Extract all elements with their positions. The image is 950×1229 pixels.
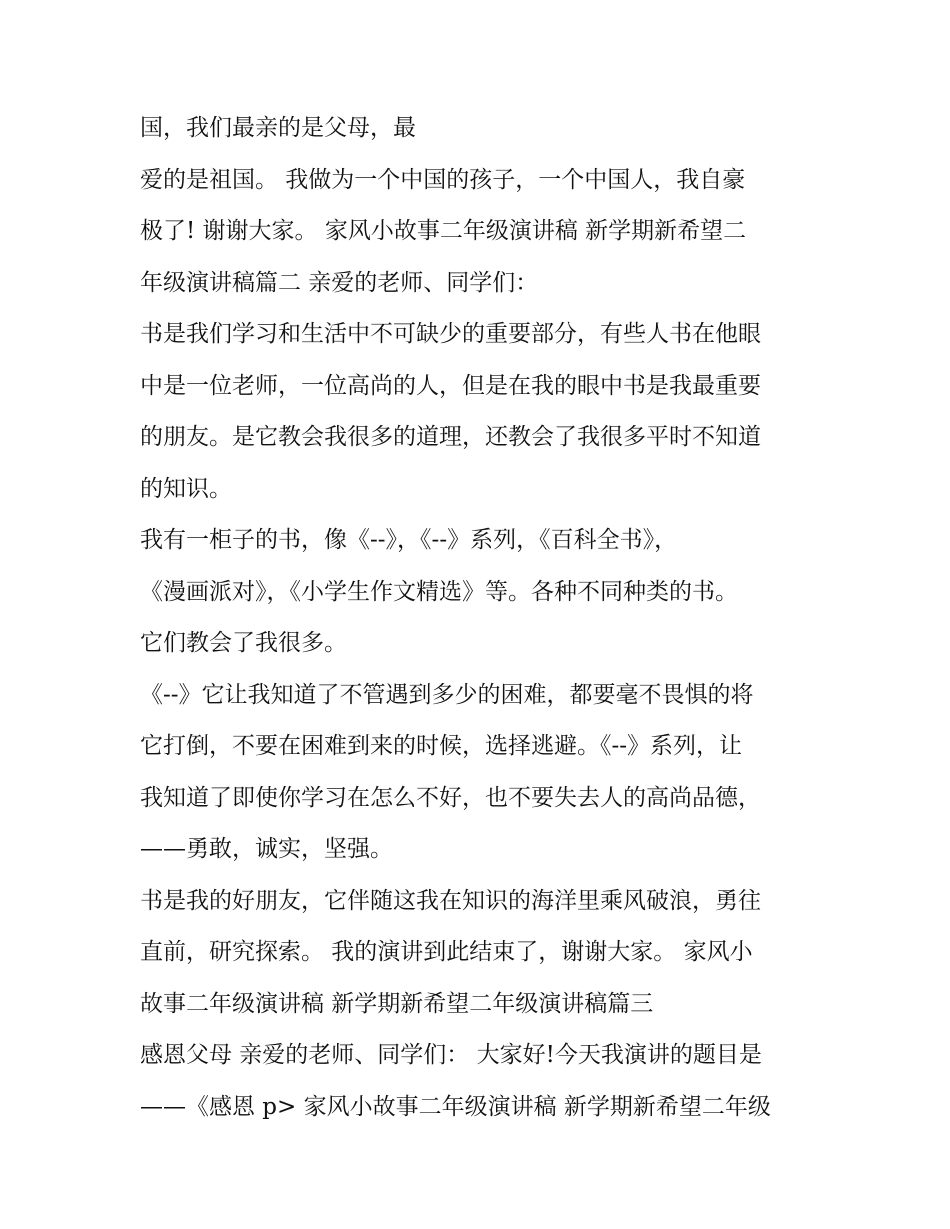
text-line: 书是我的好朋友，它伴随这我在知识的海洋里乘风破浪，勇往 [140,887,761,914]
text-line: 极了! 谢谢大家。 家风小故事二年级演讲稿 新学期新希望二 [140,218,747,244]
text-line: 感恩父母 亲爱的老师、同学们： 大家好!今天我演讲的题目是 [140,1042,762,1068]
text-line: 我知道了即使你学习在怎么不好，也不要失去人的高尚品德， [140,784,761,811]
text-line: 的知识。 [140,475,232,502]
text-line: 《漫画派对》，《小学生作文精选》等。各种不同种类的书。 [140,578,738,605]
text-line: ——《感恩 p> 家风小故事二年级演讲稿 新学期新希望二年级 [140,1093,771,1120]
text-line: 的朋友。是它教会我很多的道理，还教会了我很多平时不知道 [140,424,761,450]
text-line: 它们教会了我很多。 [140,630,347,656]
text-line: 国，我们最亲的是父母，最 [140,115,416,141]
text-line: 年级演讲稿篇二 亲爱的老师、同学们： [140,269,539,296]
document-body [140,108,840,1138]
text-line: 直前，研究探索。 我的演讲到此结束了，谢谢大家。 家风小 [140,939,753,965]
text-line: 中是一位老师，一位高尚的人，但是在我的眼中书是我最重要 [140,372,761,399]
text-line: 故事二年级演讲稿 新学期新希望二年级演讲稿篇三 [140,990,654,1017]
text-line: 爱的是祖国。 我做为一个中国的孩子，一个中国人，我自豪 [140,166,746,193]
text-line: 我有一柜子的书，像《--》，《--》系列，《百科全书》， [140,527,678,553]
text-line: ——勇敢，诚实，坚强。 [140,836,393,862]
text-line: 书是我们学习和生活中不可缺少的重要部分，有些人书在他眼 [140,321,761,347]
text-line: 《--》它让我知道了不管遇到多少的困难，都要毫不畏惧的将 [140,681,754,708]
text-line: 它打倒，不要在困难到来的时候，选择逃避。《--》系列，让 [140,733,743,759]
